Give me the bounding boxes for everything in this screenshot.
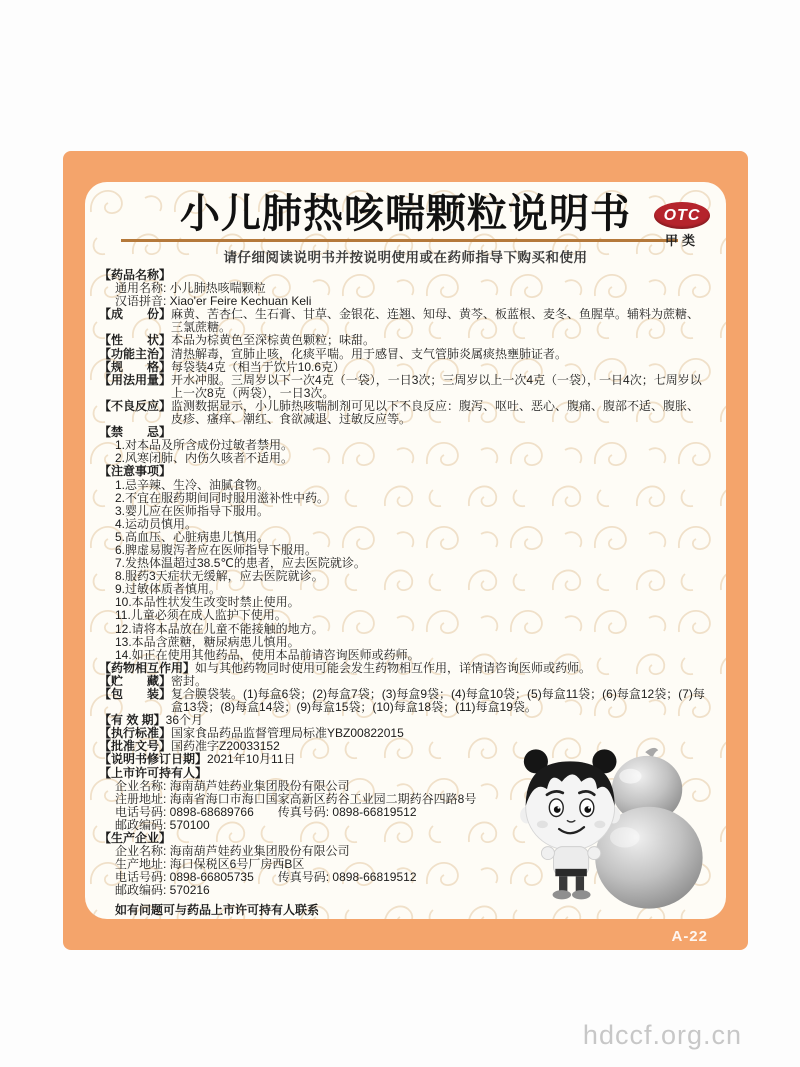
section-label: 【禁 忌】	[99, 425, 172, 440]
section-text: 5.高血压、心脏病患儿慎用。	[115, 529, 270, 544]
page-title: 小儿肺热咳喘颗粒说明书	[180, 192, 631, 236]
insert-text-row	[99, 505, 710, 518]
insert-section-row	[99, 361, 710, 374]
insert-text-row	[99, 793, 710, 806]
section-text: 麻黄、苦杏仁、生石膏、甘草、金银花、连翘、知母、黄芩、板蓝根、麦冬、鱼腥草。辅料为蔗糖、三氯蔗糖。	[171, 307, 700, 335]
leaflet-orange-frame	[63, 151, 748, 950]
page-code-label: A-22	[671, 928, 708, 945]
section-label: 【用法用量】	[99, 372, 172, 387]
section-text: 13.本品含蔗糖，糖尿病患儿慎用。	[115, 634, 300, 649]
section-text: 监测数据显示，小儿肺热咳喘制剂可见以下不良反应：腹泻、呕吐、恶心、腹痛、腹部不适、腹胀、皮疹、瘙痒、潮红、食欲减退、过敏反应等。	[171, 398, 700, 427]
insert-text-row	[99, 623, 710, 636]
insert-section-row	[99, 400, 710, 426]
section-text: 1.对本品及所含成份过敏者禁用。	[115, 438, 294, 453]
section-text: 国家食品药品监督管理局标准YBZ00822015	[171, 726, 404, 741]
insert-section-row	[99, 334, 710, 347]
section-label: 【说明书修订日期】	[99, 752, 208, 767]
insert-text-row	[99, 819, 710, 832]
insert-text-row	[99, 492, 710, 505]
section-text: 密封。	[171, 673, 208, 688]
section-text: 9.过敏体质者慎用。	[115, 582, 222, 597]
section-label: 【批准文号】	[99, 739, 172, 754]
section-label: 【有 效 期】	[99, 713, 166, 728]
insert-body	[85, 269, 726, 917]
section-label: 【注意事项】	[99, 464, 172, 479]
section-label: 【性 状】	[99, 333, 172, 348]
section-text: 邮政编码: 570216	[115, 883, 210, 898]
section-text: 汉语拼音: Xiao'er Feire Kechuan Keli	[115, 294, 312, 309]
leaflet-subtitle: 请仔细阅读说明书并按说明使用或在药师指导下购买和使用	[223, 250, 588, 265]
insert-section-row	[99, 465, 710, 478]
section-text: 12.请将本品放在儿童不能接触的地方。	[115, 621, 324, 636]
insert-text-row	[99, 649, 710, 662]
watermark-text: hdccf.org.cn	[582, 1020, 742, 1050]
insert-text-row	[99, 884, 710, 897]
section-text: 3.婴儿应在医师指导下服用。	[115, 503, 270, 518]
section-text: 1.忌辛辣、生冷、油腻食物。	[115, 477, 270, 492]
section-label: 【执行标准】	[99, 726, 172, 741]
section-label: 【药品名称】	[99, 268, 172, 282]
insert-text-row	[99, 518, 710, 531]
section-label: 【功能主治】	[99, 346, 172, 361]
section-text: 2.不宜在服药期间同时服用滋补性中药。	[115, 490, 330, 505]
insert-section-row	[99, 767, 710, 780]
section-text: 7.发热体温超过38.5℃的患者，应去医院就诊。	[115, 556, 366, 571]
section-text: 14.如正在使用其他药品，使用本品前请咨询医师或药师。	[115, 647, 420, 662]
section-label: 【不良反应】	[99, 398, 172, 413]
section-text: 每袋装4克（相当于饮片10.6克）	[171, 359, 346, 374]
section-label: 【药物相互作用】	[99, 660, 196, 675]
section-text: 通用名称: 小儿肺热咳喘颗粒	[115, 281, 266, 296]
section-text: 企业名称: 海南葫芦娃药业集团股份有限公司	[115, 778, 350, 793]
insert-text-row	[99, 609, 710, 622]
section-text: 生产地址: 海口保税区6号厂房西B区	[115, 857, 305, 872]
insert-text-row	[99, 452, 710, 465]
section-text: 电话号码: 0898-66805735 传真号码: 0898-66819512	[115, 870, 417, 885]
insert-section-row	[99, 688, 710, 714]
insert-section-row	[99, 374, 710, 400]
section-text: 11.儿童必须在成人监护下使用。	[115, 608, 287, 623]
section-text: 36个月	[165, 713, 204, 728]
otc-oval-icon: OTC	[654, 202, 710, 229]
insert-text-row	[99, 806, 710, 819]
section-text: 开水冲服。三周岁以下一次4克（一袋），一日3次；三周岁以上一次4克（一袋），一日4次；七周岁以上一次8克（两袋），一日3次。	[171, 372, 702, 400]
section-label: 【规 格】	[99, 359, 172, 374]
section-text: 清热解毒，宣肺止咳，化痰平喘。用于感冒、支气管肺炎属痰热壅肺证者。	[171, 346, 568, 361]
section-label: 【生产企业】	[99, 831, 172, 846]
otc-badge	[654, 202, 710, 249]
section-text: 2021年10月11日	[207, 752, 296, 767]
section-text: 如有问题可与药品上市许可持有人联系	[115, 902, 320, 917]
section-text: 邮政编码: 570100	[115, 817, 210, 832]
leaflet-content	[85, 192, 726, 917]
insert-section-row	[99, 308, 710, 334]
section-label: 【成 份】	[99, 307, 172, 322]
section-text: 企业名称: 海南葫芦娃药业集团股份有限公司	[115, 844, 350, 859]
insert-text-row	[99, 479, 710, 492]
insert-text-row	[99, 904, 710, 917]
section-text: 电话号码: 0898-68689766 传真号码: 0898-66819512	[115, 804, 417, 819]
insert-section-row	[99, 348, 710, 361]
section-text: 10.本品性状发生改变时禁止使用。	[115, 595, 300, 610]
section-text: 复合膜袋装。(1)每盒6袋；(2)每盒7袋；(3)每盒9袋；(4)每盒10袋；(5)每盒11袋；(6)每盒12袋；(7)每盒13袋；(8)每盒14袋；(9)每盒15袋；(10)每盒18袋；(11)每盒19袋。	[171, 687, 705, 715]
section-text: 国药准字Z20033152	[171, 739, 280, 754]
section-label: 【上市许可持有人】	[99, 765, 208, 780]
section-text: 注册地址: 海南省海口市海口国家高新区药谷工业园二期药谷四路8号	[115, 791, 477, 806]
section-text: 4.运动员慎用。	[115, 516, 198, 531]
section-text: 6.脾虚易腹泻者应在医师指导下服用。	[115, 542, 318, 557]
insert-text-row	[99, 531, 710, 544]
section-label: 【包 装】	[99, 687, 172, 701]
section-text: 本品为棕黄色至深棕黄色颗粒；味甜。	[171, 333, 376, 348]
section-text: 2.风寒闭肺、内伤久咳者不适用。	[115, 451, 294, 466]
insert-text-row	[99, 636, 710, 649]
title-underline	[121, 239, 678, 242]
section-text: 8.服药3天症状无缓解，应去医院就诊。	[115, 569, 324, 584]
insert-section-row	[99, 753, 710, 766]
section-label: 【贮 藏】	[99, 673, 172, 688]
otc-class-label: 甲类	[664, 233, 699, 248]
insert-text-row	[99, 780, 710, 793]
leaflet-card	[85, 182, 726, 919]
insert-section-row	[99, 662, 710, 675]
section-text: 如与其他药物同时使用可能会发生药物相互作用，详情请咨询医师或药师。	[195, 660, 592, 675]
